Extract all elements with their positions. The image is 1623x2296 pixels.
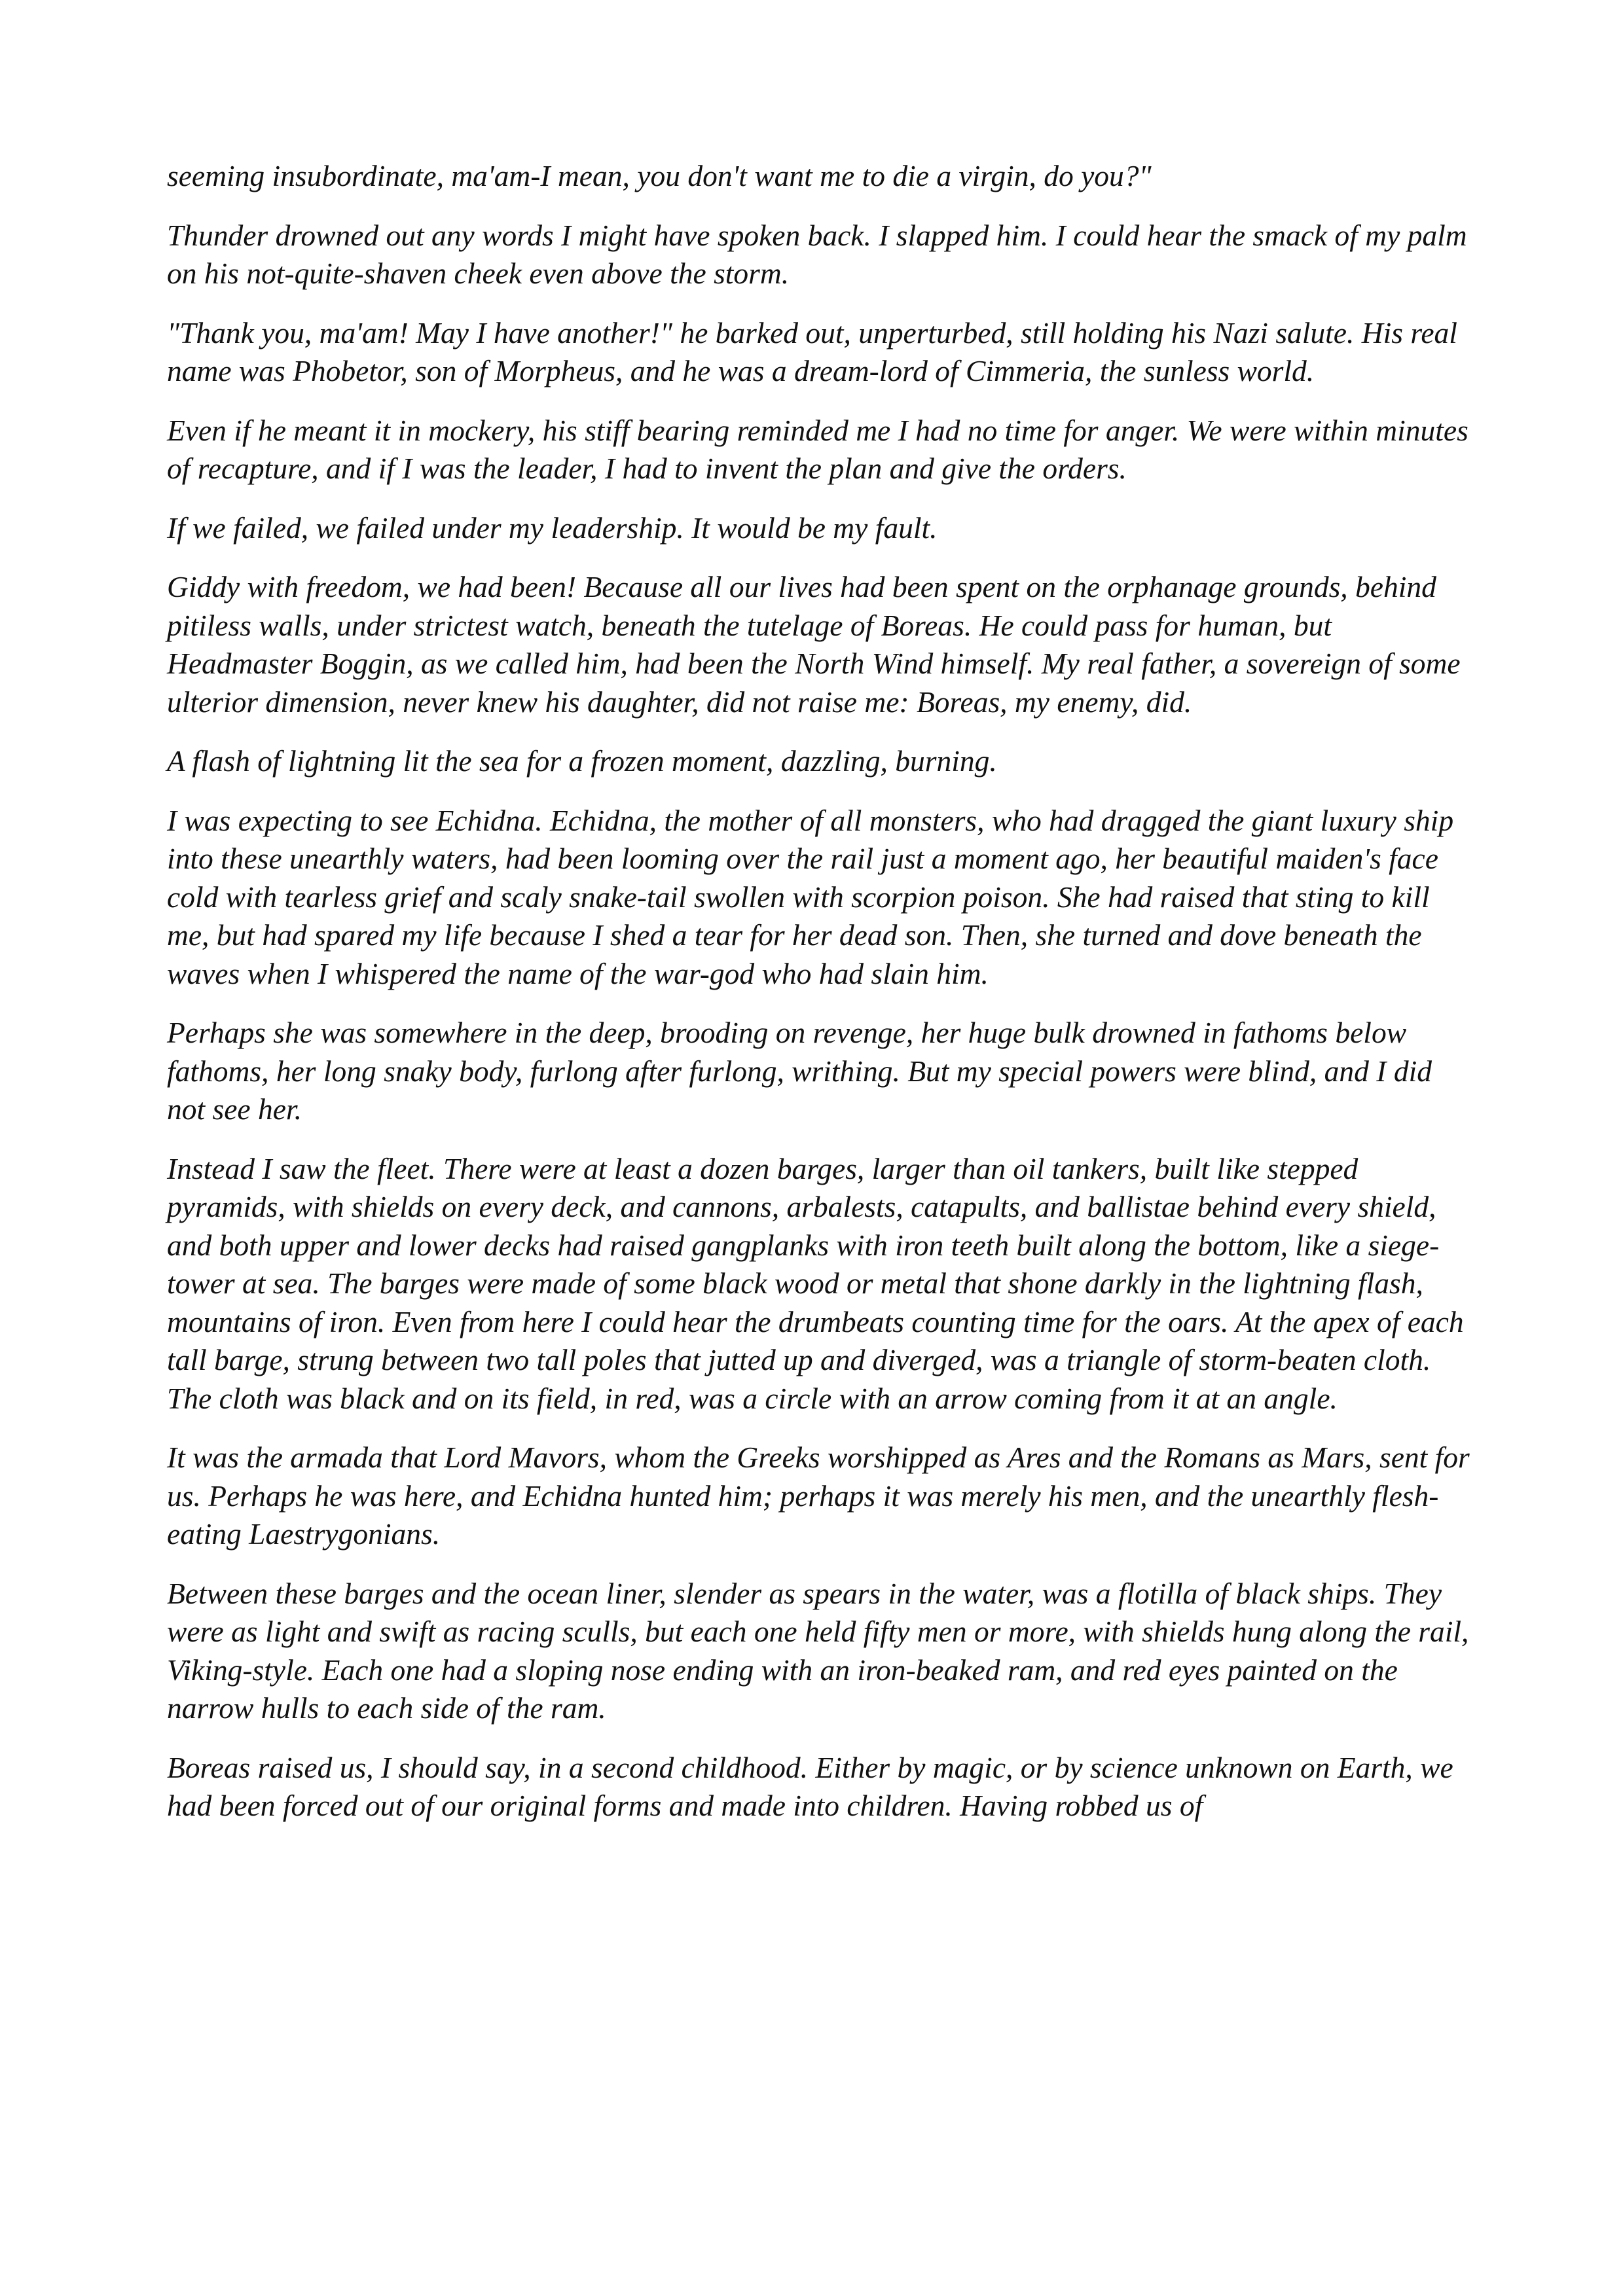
document-page xyxy=(167,157,1473,1846)
paragraph-5: If we failed, we failed under my leadership. It would be my fault. xyxy=(167,511,938,545)
paragraph-10: Instead I saw the fleet. There were at least a dozen barges, larger than oil tankers, built like stepped pyramids, with shields on every deck, and cannons, arbalests, catapults, and ballistae behind every shield, and both upper and lower decks had raised gangplanks with iron teeth built along the bottom, like a siege-tower at sea. The barges were made of some black wood or metal that shone darkly in the lightning flash, mountains of iron. Even from here I could hear the drumbeats counting time for the oars. At the apex of each tall barge, strung between two tall poles that jutted up and diverged, was a triangle of storm-beaten cloth. The cloth was black and on its field, in red, was a circle with an arrow coming from it at an angle. xyxy=(167,1151,1464,1415)
paragraph-1: seeming insubordinate, ma'am-I mean, you don't want me to die a virgin, do you?" xyxy=(167,159,1152,192)
paragraph-13: Boreas raised us, I should say, in a second childhood. Either by magic, or by science unknown on Earth, we had been forced out of our original forms and made into children. Having robbed us of xyxy=(167,1750,1453,1822)
paragraph-9: Perhaps she was somewhere in the deep, brooding on revenge, her huge bulk drowned in fathoms below fathoms, her long snaky body, furlong after furlong, writhing. But my special powers were blind, and I did not see her. xyxy=(167,1016,1432,1126)
paragraph-11: It was the armada that Lord Mavors, whom the Greeks worshipped as Ares and the Romans as Mars, sent for us. Perhaps he was here, and Echidna hunted him; perhaps it was merely his men, and the unearthly flesh-eating Laestrygonians. xyxy=(167,1441,1470,1551)
paragraph-3: "Thank you, ma'am! May I have another!" he barked out, unperturbed, still holding his Nazi salute. His real name was Phobetor, son of Morpheus, and he was a dream-lord of Cimmeria, the sunless world. xyxy=(167,315,1457,387)
paragraph-8: I was expecting to see Echidna. Echidna, the mother of all monsters, who had dragged the giant luxury ship into these unearthly waters, had been looming over the rail just a moment ago, her beautiful maiden's face cold with tearless grief and scaly snake-tail swollen with scorpion poison. She had raised that sting to kill me, but had spared my life because I shed a tear for her dead son. Then, she turned and dove beneath the waves when I whispered the name of the war-god who had slain him. xyxy=(167,803,1454,990)
paragraph-4: Even if he meant it in mockery, his stiff bearing reminded me I had no time for anger. We were within minutes of recapture, and if I was the leader, I had to invent the plan and give the orders. xyxy=(167,413,1468,485)
paragraph-7: A flash of lightning lit the sea for a frozen moment, dazzling, burning. xyxy=(167,744,997,778)
paragraph-6: Giddy with freedom, we had been! Because all our lives had been spent on the orphanage grounds, behind pitiless walls, under strictest watch, beneath the tutelage of Boreas. He could pass for human, but Headmaster Boggin, as we called him, had been the North Wind himself. My real father, a sovereign of some ulterior dimension, never knew his daughter, did not raise me: Boreas, my enemy, did. xyxy=(167,570,1461,719)
paragraph-2: Thunder drowned out any words I might have spoken back. I slapped him. I could hear the smack of my palm on his not-quite-shaven cheek even above the storm. xyxy=(167,218,1467,290)
paragraph-12: Between these barges and the ocean liner, slender as spears in the water, was a flotilla of black ships. They were as light and swift as racing sculls, but each one held fifty men or more, with shields hung along the rail, Viking-style. Each one had a sloping nose ending with an iron-beaked ram, and red eyes painted on the narrow hulls to each side of the ram. xyxy=(167,1576,1469,1725)
